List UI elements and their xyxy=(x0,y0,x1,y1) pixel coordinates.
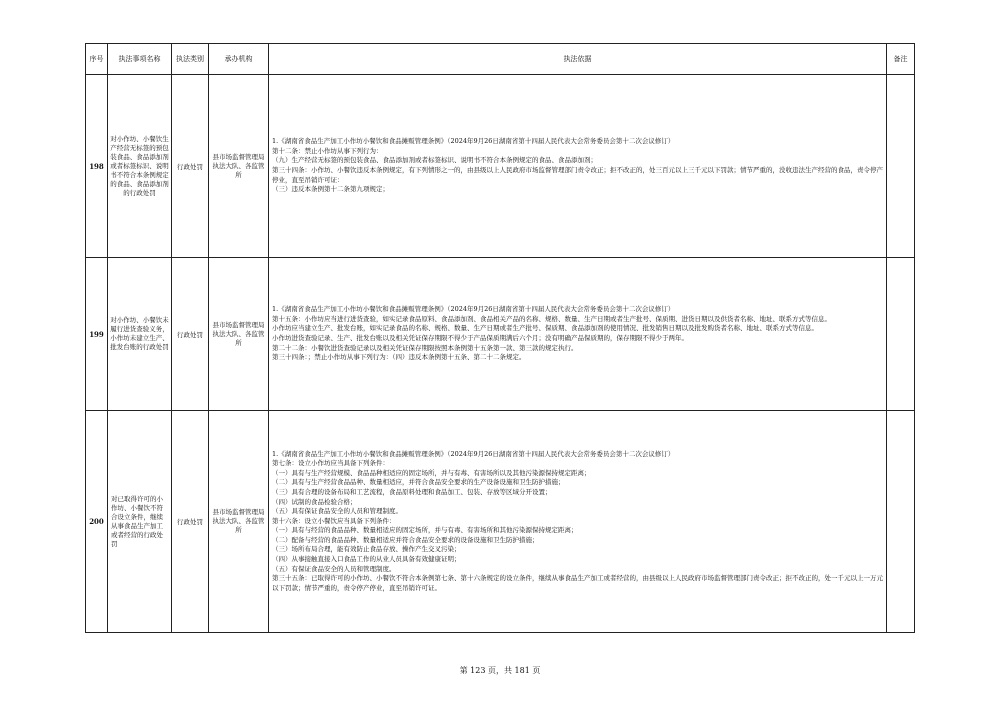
basis-line: 第十二条：禁止小作坊从事下列行为： xyxy=(272,146,383,155)
basis-line: 第十五条：小作坊应当进行进货查验，如实记录食品原料、食品添加剂、食品相关产品的名称、规格、数量、生产日期或者生产批号、保质期、进货日期以及供货者名称、地址、联系方式等信息。 xyxy=(272,314,831,323)
basis-line: （三）场所布局合理，能有效防止食品存放、操作产生交叉污染； xyxy=(272,545,461,554)
row-note xyxy=(887,258,915,411)
enforcement-table xyxy=(85,43,915,633)
table-row xyxy=(86,411,915,633)
row-no: 200 xyxy=(86,411,108,633)
basis-line: （四）试制的食品检验合格； xyxy=(272,497,357,506)
row-no: 199 xyxy=(86,258,108,411)
row-category: 行政处罚 xyxy=(172,258,209,411)
header-note: 备注 xyxy=(887,44,915,75)
row-basis xyxy=(269,75,887,258)
row-category: 行政处罚 xyxy=(172,411,209,633)
basis-line: 小作坊进货查验记录、生产、批发台账以及相关凭证保存期限不得少于产品保质期满后六个月；没有明确产品保质期的，保存期限不得少于两年。 xyxy=(272,334,688,342)
table-row xyxy=(86,75,915,258)
basis-line: 第三十五条：已取得许可的小作坊、小餐饮不符合本条例第七条、第十六条规定的设立条件，继续从事食品生产加工或者经营的，由县级以上人民政府市场监督管理部门责令改正；拒不改正的，处一千元以上一万元以下罚款；情节严重的，责令停产停业，直至吊销许可证。 xyxy=(272,574,883,592)
basis-line: 第十六条：设立小餐饮应当具备下列条件： xyxy=(272,516,396,525)
header-org: 承办机构 xyxy=(209,44,269,75)
row-item: 对小作坊、小餐饮生产经营无标签的预包装食品、食品添加剂或者标签标识、说明书不符合本条例规定的食品、食品添加剂的行政处罚 xyxy=(108,75,172,258)
basis-line: （五）有保证食品安全的人员和管理制度。 xyxy=(272,564,396,573)
row-note xyxy=(887,411,915,633)
basis-line: 1.《湖南省食品生产加工小作坊小餐饮和食品摊贩管理条例》（2024年9月26日湖南省第十四届人民代表大会常务委员会第十二次会议修订） xyxy=(272,305,675,314)
basis-line: （三）具有合理的设备布局和工艺流程，食品原料处理和食品加工、包装、存放等区域分开设置； xyxy=(272,487,552,496)
basis-line: （二）具有与生产经营食品品种、数量相适应，并符合食品安全要求的生产设备设施和卫生防护措施； xyxy=(272,478,565,487)
basis-line: （九）生产经营无标签的预包装食品、食品添加剂或者标签标识、说明书不符合本条例规定的食品、食品添加剂； xyxy=(272,156,597,165)
row-org: 县市场监督管理局执法大队、各监管所 xyxy=(209,258,269,411)
row-basis xyxy=(269,411,887,633)
page-number: 第 123 页，共 181 页 xyxy=(459,666,541,675)
row-category: 行政处罚 xyxy=(172,75,209,258)
table-row xyxy=(86,258,915,411)
row-item: 对小作坊、小餐饮未履行进货查验义务，小作坊未建立生产、批发台账的行政处罚 xyxy=(108,258,172,411)
header-category: 执法类别 xyxy=(172,44,209,75)
basis-line: （五）具有保证食品安全的人员和管理制度。 xyxy=(272,507,402,516)
header-no: 序号 xyxy=(86,44,108,75)
row-org: 县市场监督管理局执法大队、各监管所 xyxy=(209,411,269,633)
basis-line: （一）具有与经营的食品品种、数量相适应的固定场所，并与有毒、有害场所和其他污染源保持规定距离； xyxy=(272,526,578,535)
row-org: 县市场监督管理局执法大队、各监管所 xyxy=(209,75,269,258)
header-item: 执法事项名称 xyxy=(108,44,172,75)
basis-line: 第七条：设立小作坊应当具备下列条件： xyxy=(272,459,389,468)
basis-line: 第三十四条：；禁止小作坊从事下列行为：（四）违反本条例第十五条、第二十二条规定。 xyxy=(272,353,526,362)
basis-line: 小作坊应当建立生产、批发台账，如实记录食品的名称、规格、数量、生产日期或者生产批号、保质期、食品添加剂的使用情况、批发销售日期以及批发购货者名称、地址、联系方式等信息。 xyxy=(272,324,818,333)
row-note xyxy=(887,75,915,258)
basis-line: （三）违反本条例第十二条第九项规定； xyxy=(272,185,389,194)
row-basis xyxy=(269,258,887,411)
basis-line: 1.《湖南省食品生产加工小作坊小餐饮和食品摊贩管理条例》（2024年9月26日湖南省第十四届人民代表大会常务委员会第十二次会议修订） xyxy=(272,449,675,458)
table-header-row xyxy=(86,44,915,75)
basis-line: （一）具有与生产经营规模、食品品种相适应的固定场所，并与有毒、有害场所以及其他污染源保持规定距离； xyxy=(272,468,591,477)
basis-line: 1.《湖南省食品生产加工小作坊小餐饮和食品摊贩管理条例》（2024年9月26日湖南省第十四届人民代表大会常务委员会第十二次会议修订） xyxy=(272,137,675,146)
header-basis: 执法依据 xyxy=(269,44,887,75)
basis-line: （四）从事接触直接入口食品工作的从业人员具备有效健康证明； xyxy=(272,555,461,564)
basis-line: （二）配备与经营的食品品种、数量相适应并符合食品安全要求的设备设施和卫生防护措施； xyxy=(272,535,539,544)
row-no: 198 xyxy=(86,75,108,258)
row-item: 对已取得许可的小作坊、小餐饮不符合设立条件，继续从事食品生产加工或者经营的行政处罚 xyxy=(108,411,172,633)
basis-line: 第三十四条：小作坊、小餐饮违反本条例规定，有下列情形之一的，由县级以上人民政府市场监督管理部门责令改正；拒不改正的，处三百元以上三千元以下罚款；情节严重的，没收违法生产经营的食品，责令停产停业，直至吊销许可证： xyxy=(272,166,883,184)
basis-line: 第二十二条：小餐饮进货查验记录以及相关凭证保存期限按照本条例第十五条第一款、第三款的规定执行。 xyxy=(272,343,578,352)
